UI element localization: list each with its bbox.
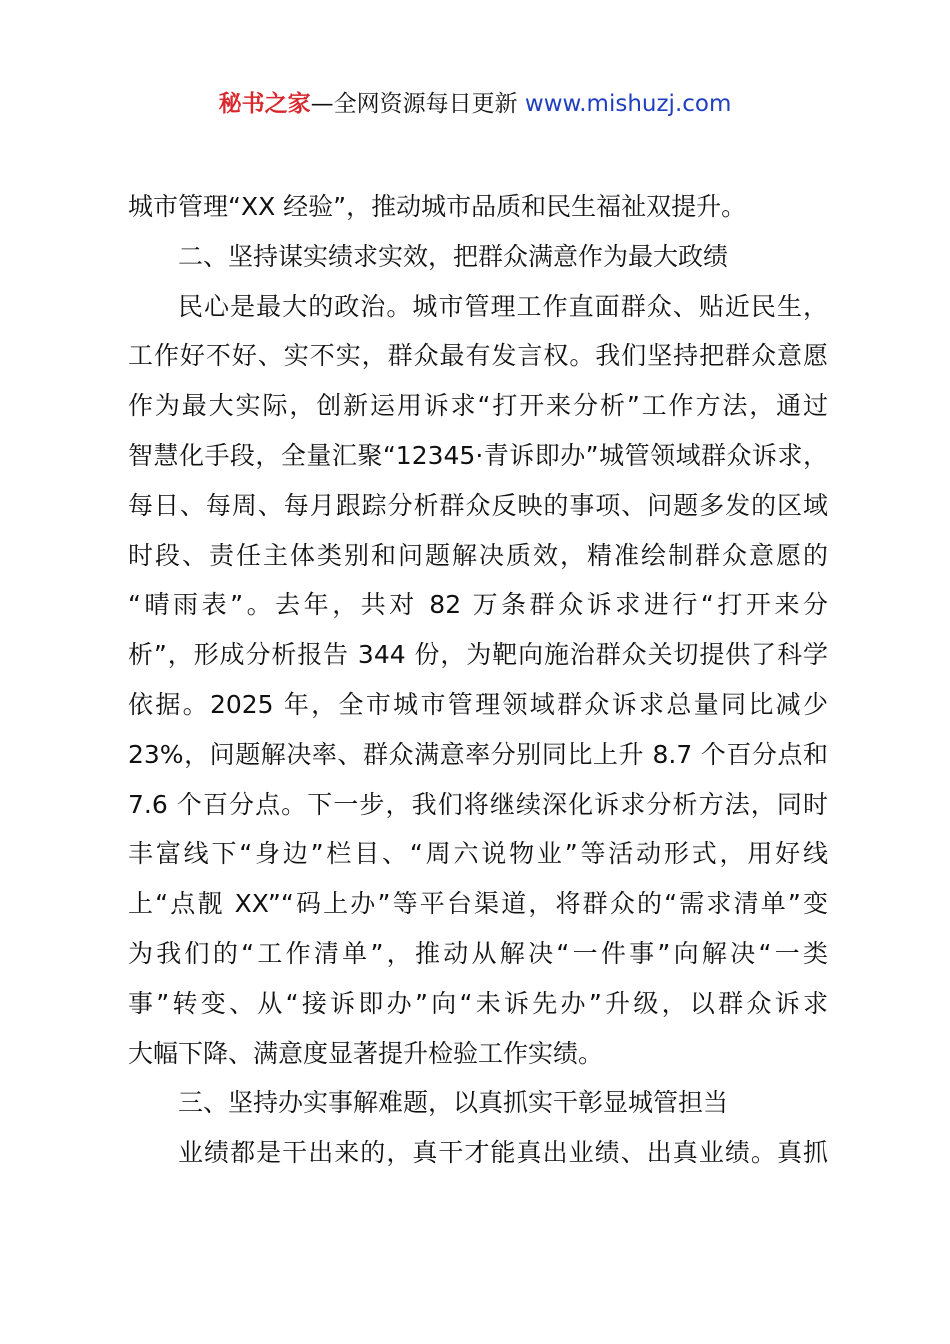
header-tagline: —全网资源每日更新	[310, 91, 525, 117]
text-line: 工作好不好、实不实，群众最有发言权。我们坚持把群众意愿	[128, 341, 828, 371]
section-heading: 三、坚持办实事解难题，以真抓实干彰显城管担当	[178, 1088, 729, 1118]
text-line: 23%，问题解决率、群众满意率分别同比上升 8.7 个百分点和	[128, 739, 828, 769]
text-line: 依据。2025 年，全市城市管理领域群众诉求总量同比减少	[128, 689, 828, 719]
text-line: 城市管理“XX 经验”，推动城市品质和民生福祉双提升。	[128, 192, 747, 221]
text-line: 时段、责任主体类别和问题解决质效，精准绘制群众意愿的	[128, 540, 828, 570]
text-line: “晴雨表”。去年，共对 82 万条群众诉求进行“打开来分	[128, 590, 828, 620]
text-line: 7.6 个百分点。下一步，我们将继续深化诉求分析方法，同时	[128, 789, 828, 819]
site-url-link[interactable]: www.mishuzj.com	[524, 91, 732, 117]
text-line: 每日、每周、每月跟踪分析群众反映的事项、问题多发的区域	[128, 490, 828, 520]
text-line: 智慧化手段，全量汇聚“12345·青诉即办”城管领域群众诉求，	[128, 440, 828, 470]
brand-name: 秘书之家	[218, 91, 311, 117]
section-heading: 二、坚持谋实绩求实效，把群众满意作为最大政绩	[178, 241, 729, 271]
text-line: 民心是最大的政治。城市管理工作直面群众、贴近民生，	[178, 291, 828, 321]
text-line: 作为最大实际，创新运用诉求“打开来分析”工作方法，通过	[128, 391, 828, 421]
text-line: 大幅下降、满意度显著提升检验工作实绩。	[128, 1038, 604, 1068]
text-line: 丰富线下“身边”栏目、“周六说物业”等活动形式，用好线	[128, 839, 828, 869]
text-line: 事”转变、从“接诉即办”向“未诉先办”升级，以群众诉求	[128, 988, 828, 1018]
text-line: 析”，形成分析报告 344 份，为靶向施治群众关切提供了科学	[128, 640, 828, 670]
text-line: 业绩都是干出来的，真干才能真出业绩、出真业绩。真抓	[178, 1138, 828, 1168]
text-line: 为我们的“工作清单”，推动从解决“一件事”向解决“一类	[128, 938, 828, 968]
text-line: 上“点靓 XX”“码上办”等平台渠道，将群众的“需求清单”变	[128, 889, 828, 919]
document-body	[128, 182, 828, 1178]
page-header	[0, 88, 950, 120]
